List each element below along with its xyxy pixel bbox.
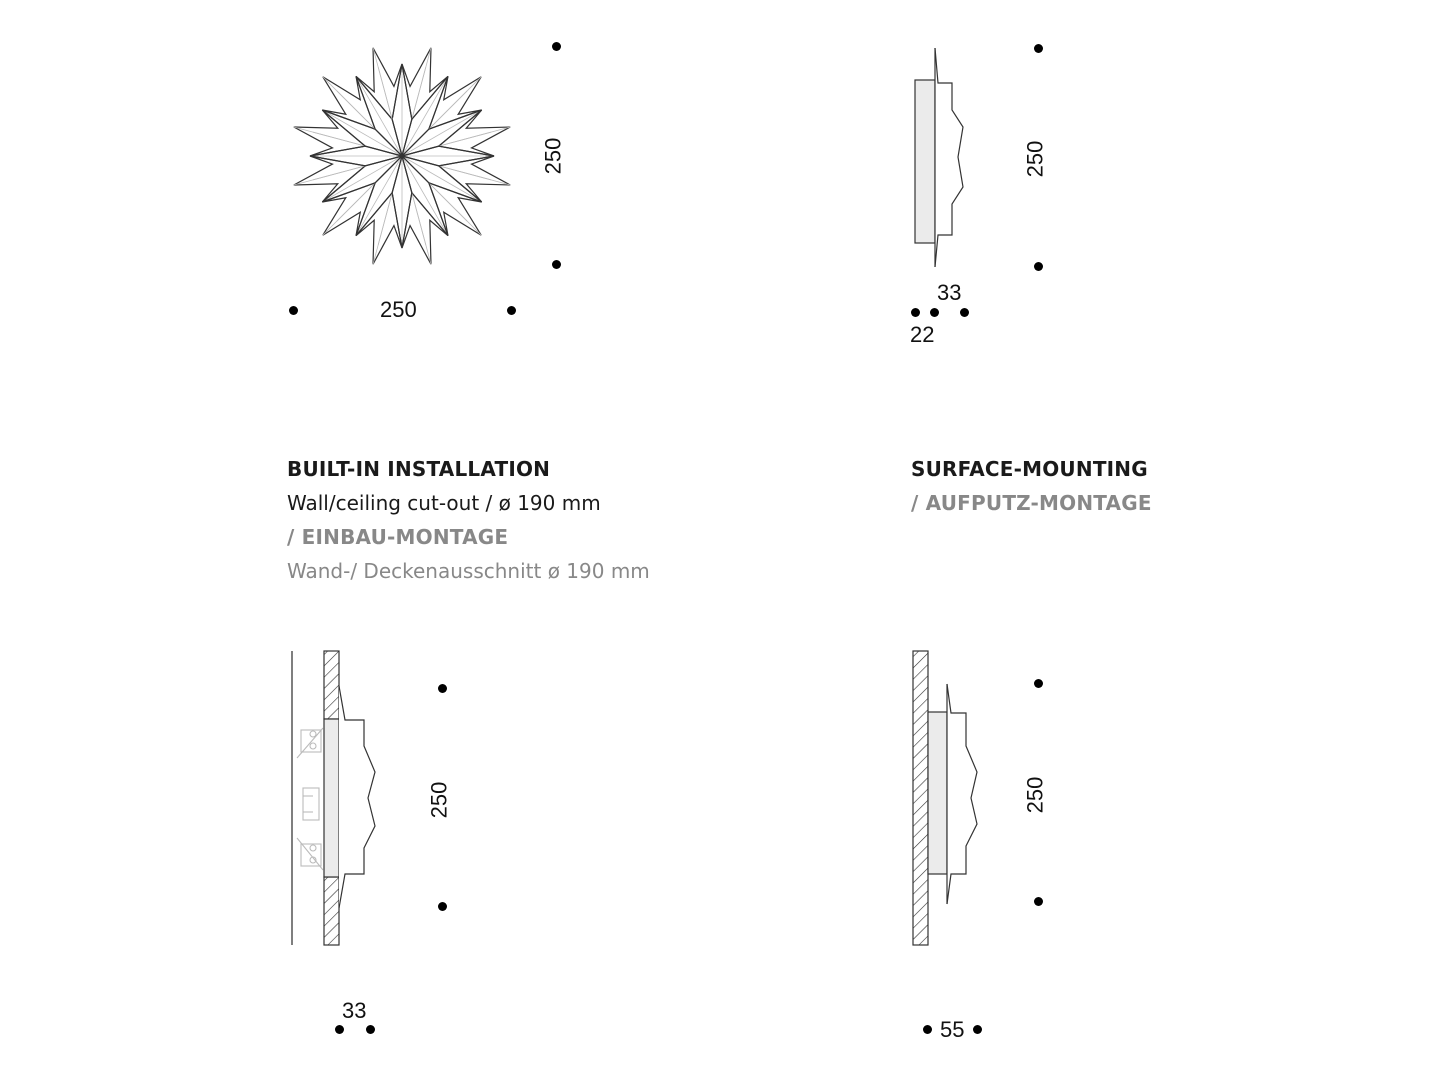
dimension-dot [1034, 262, 1043, 271]
dimension-dot [973, 1025, 982, 1034]
dimension-dot [552, 42, 561, 51]
dimension-dot [930, 308, 939, 317]
built-in-subtitle: Wall/ceiling cut-out / ø 190 mm [287, 491, 601, 515]
surface-title: SURFACE-MOUNTING [911, 457, 1148, 481]
dimension-dot [438, 902, 447, 911]
surface-height-label: 250 [1022, 776, 1048, 814]
built-in-title-de: / EINBAU-MONTAGE [287, 525, 509, 549]
dimension-dot [507, 306, 516, 315]
front-height-label: 250 [540, 137, 566, 175]
surface-section-drawing [910, 648, 1000, 948]
side-depth-total-label: 33 [937, 280, 962, 305]
built-in-title: BUILT-IN INSTALLATION [287, 457, 551, 481]
dimension-dot [911, 308, 920, 317]
built-in-depth-label: 33 [342, 998, 367, 1023]
front-width-label: 250 [380, 297, 417, 322]
dimension-dot [923, 1025, 932, 1034]
dimension-dot [1034, 44, 1043, 53]
surface-heading-block [911, 452, 1152, 520]
side-depth-base-label: 22 [910, 322, 935, 347]
dimension-dot [438, 684, 447, 693]
dimension-dot [960, 308, 969, 317]
surface-depth-label: 55 [940, 1017, 965, 1042]
dimension-dot [366, 1025, 375, 1034]
dimension-dot [1034, 897, 1043, 906]
dimension-dot [552, 260, 561, 269]
built-in-heading-block [287, 452, 650, 588]
side-height-label: 250 [1022, 140, 1048, 178]
dimension-dot [1034, 679, 1043, 688]
front-view-drawing [282, 36, 522, 276]
built-in-section-drawing [285, 648, 395, 948]
side-view-drawing [910, 45, 990, 275]
dimension-dot [335, 1025, 344, 1034]
built-in-height-label: 250 [426, 781, 452, 819]
surface-title-de: / AUFPUTZ-MONTAGE [911, 491, 1152, 515]
dimension-dot [289, 306, 298, 315]
star-rosette-icon [294, 48, 510, 264]
built-in-subtitle-de: Wand-/ Deckenausschnitt ø 190 mm [287, 559, 650, 583]
